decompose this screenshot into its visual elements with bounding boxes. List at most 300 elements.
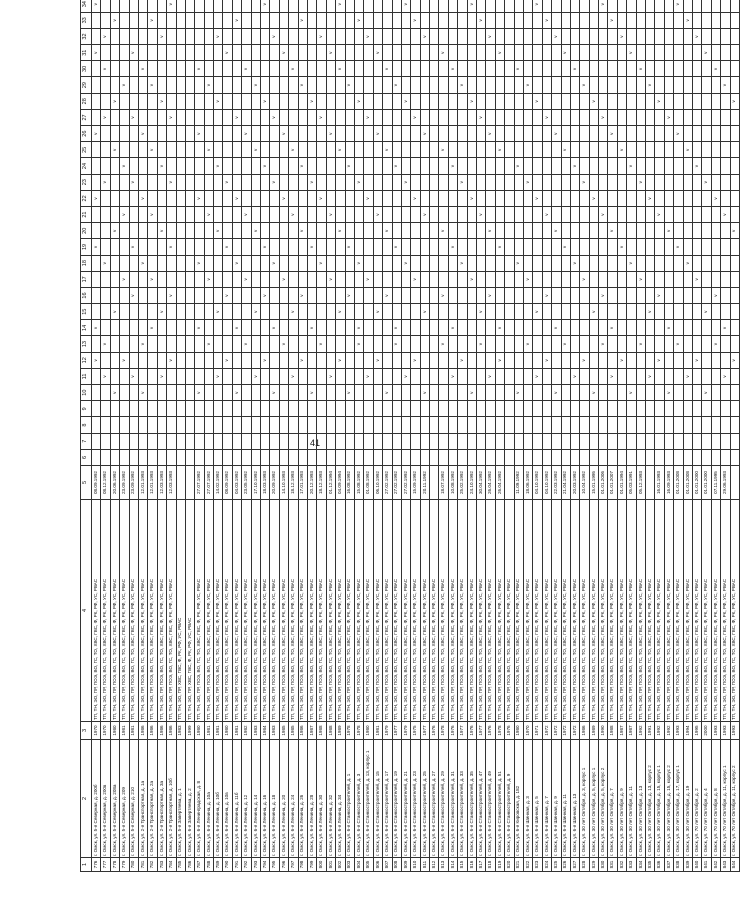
check-mark: v	[232, 255, 241, 271]
table-row	[232, 0, 241, 872]
table-cell	[223, 368, 232, 384]
table-row	[251, 0, 260, 872]
table-cell: г. Омск, ул. 6-я Станкостроителей, д. 47	[477, 740, 486, 858]
table-cell	[655, 28, 664, 44]
check-mark: v	[477, 207, 486, 223]
table-cell: 16.01.1993	[655, 466, 664, 500]
table-cell	[261, 401, 270, 417]
table-row	[430, 0, 439, 872]
table-cell: ТП, ТН, ЭО, ПР, ПОЭ, ВО, ГС, ТО, ХВС, ГВС, Ф, РК, РФ, УС, РВАС	[261, 500, 270, 722]
table-cell	[646, 417, 655, 433]
table-cell	[664, 0, 673, 12]
table-cell	[711, 158, 720, 174]
table-cell	[383, 77, 392, 93]
table-cell	[373, 12, 382, 28]
check-mark: v	[570, 61, 579, 77]
table-cell: г. Омск, ул. 6-я Станкостроителей, д. 3	[354, 740, 363, 858]
table-cell	[580, 239, 589, 255]
table-cell	[326, 352, 335, 368]
table-cell	[420, 77, 429, 93]
table-cell	[345, 61, 354, 77]
table-cell	[298, 174, 307, 190]
check-mark: v	[298, 223, 307, 239]
check-mark: v	[683, 255, 692, 271]
table-cell	[298, 417, 307, 433]
table-cell	[176, 304, 185, 320]
table-cell	[354, 126, 363, 142]
table-cell: 1976	[505, 722, 514, 740]
check-mark: v	[467, 271, 476, 287]
table-cell	[664, 45, 673, 61]
table-cell: ТП, ТН, ЭО, ПР, ПОЭ, ВО, ГС, ТО, ХВС, ГВС, Ф, РК, РФ, УС, РВАС	[561, 500, 570, 722]
table-cell	[495, 304, 504, 320]
table-cell	[533, 401, 542, 417]
table-cell	[242, 142, 251, 158]
table-cell	[430, 385, 439, 401]
table-cell: 1972	[561, 722, 570, 740]
table-cell	[523, 401, 532, 417]
table-cell	[636, 352, 645, 368]
table-cell	[420, 255, 429, 271]
table-cell	[514, 304, 523, 320]
table-cell	[242, 12, 251, 28]
table-cell	[617, 77, 626, 93]
table-cell: ТП, ТН, ЭО, ПР, ПОЭ, ВО, ГС, ТО, ХВС, ГВС, Ф, РК, РФ, УС, РВАС	[486, 500, 495, 722]
table-cell	[599, 93, 608, 109]
table-cell	[420, 0, 429, 12]
table-cell	[664, 336, 673, 352]
table-cell	[261, 77, 270, 93]
table-cell	[401, 223, 410, 239]
table-cell	[383, 190, 392, 206]
table-cell	[185, 126, 194, 142]
table-cell	[505, 336, 514, 352]
check-mark: v	[486, 126, 495, 142]
table-cell	[693, 401, 702, 417]
table-cell	[92, 109, 101, 125]
table-cell	[561, 320, 570, 336]
table-cell	[279, 142, 288, 158]
table-cell	[636, 158, 645, 174]
check-mark: v	[270, 28, 279, 44]
table-cell	[317, 158, 326, 174]
table-cell	[138, 12, 147, 28]
table-cell	[448, 0, 457, 12]
table-cell	[646, 109, 655, 125]
table-cell	[655, 368, 664, 384]
table-cell	[580, 190, 589, 206]
table-cell	[298, 304, 307, 320]
table-cell	[289, 320, 298, 336]
column-header: 23	[81, 174, 92, 190]
table-cell: 844	[730, 858, 739, 872]
table-cell	[185, 28, 194, 44]
table-cell: 803	[345, 858, 354, 872]
table-cell: 826	[561, 858, 570, 872]
check-mark: v	[336, 0, 345, 12]
check-mark: v	[646, 304, 655, 320]
check-mark: v	[486, 28, 495, 44]
table-cell	[129, 93, 138, 109]
table-cell	[552, 304, 561, 320]
table-cell	[204, 352, 213, 368]
table-cell	[523, 12, 532, 28]
table-cell	[270, 223, 279, 239]
check-mark: v	[101, 61, 110, 77]
table-cell	[702, 336, 711, 352]
table-cell	[411, 417, 420, 433]
table-row	[289, 0, 298, 872]
table-cell: 782	[148, 858, 157, 872]
check-mark: v	[627, 255, 636, 271]
table-cell: ТП, ТН, ЭО, ПР, ПОЭ, ВО, ГС, ТО, ХВС, ГВС, Ф, РК, РФ, УС, РВАС	[204, 500, 213, 722]
check-mark: v	[458, 77, 467, 93]
table-cell: г. Омск, ул. 6-я Ленина, д. 24	[289, 740, 298, 858]
table-row	[167, 0, 176, 872]
table-cell	[448, 45, 457, 61]
table-cell	[157, 271, 166, 287]
table-cell	[167, 368, 176, 384]
table-cell	[157, 12, 166, 28]
table-cell	[261, 320, 270, 336]
table-cell	[721, 158, 730, 174]
check-mark: v	[608, 126, 617, 142]
table-cell: 1986	[138, 722, 147, 740]
table-cell	[167, 28, 176, 44]
table-cell: 785	[176, 858, 185, 872]
table-cell: 26.04.1992	[486, 466, 495, 500]
table-cell	[392, 45, 401, 61]
table-cell	[354, 28, 363, 44]
table-cell	[693, 417, 702, 433]
table-cell	[167, 77, 176, 93]
table-cell	[157, 207, 166, 223]
table-cell	[336, 401, 345, 417]
table-cell	[523, 223, 532, 239]
table-cell	[129, 77, 138, 93]
table-cell	[289, 417, 298, 433]
table-cell: 1995	[693, 722, 702, 740]
check-mark: v	[542, 287, 551, 303]
table-cell	[148, 158, 157, 174]
table-cell	[523, 190, 532, 206]
table-cell	[514, 126, 523, 142]
table-cell	[157, 109, 166, 125]
table-cell: 1993	[674, 722, 683, 740]
table-cell	[730, 109, 739, 125]
table-cell	[439, 93, 448, 109]
table-cell	[467, 368, 476, 384]
table-cell	[373, 320, 382, 336]
table-cell	[486, 352, 495, 368]
table-cell	[561, 126, 570, 142]
table-cell	[204, 190, 213, 206]
table-cell	[430, 352, 439, 368]
check-mark: v	[129, 109, 138, 125]
table-cell	[298, 142, 307, 158]
table-cell	[176, 401, 185, 417]
table-cell	[157, 320, 166, 336]
table-cell	[129, 417, 138, 433]
table-cell	[373, 401, 382, 417]
table-cell	[617, 287, 626, 303]
table-cell	[702, 449, 711, 465]
check-mark: v	[110, 385, 119, 401]
table-cell	[120, 28, 129, 44]
table-cell	[279, 352, 288, 368]
table-cell	[655, 174, 664, 190]
table-cell	[674, 433, 683, 449]
table-cell	[345, 401, 354, 417]
table-cell	[636, 449, 645, 465]
table-cell	[232, 207, 241, 223]
check-mark: v	[477, 12, 486, 28]
table-cell	[298, 126, 307, 142]
table-cell: г. Омск, ул. 30 лет Октября, д. 13	[636, 740, 645, 858]
table-cell	[561, 385, 570, 401]
table-cell	[580, 61, 589, 77]
table-cell	[242, 320, 251, 336]
table-cell	[561, 255, 570, 271]
table-cell	[552, 158, 561, 174]
table-cell	[270, 401, 279, 417]
table-cell	[683, 401, 692, 417]
check-mark: v	[599, 207, 608, 223]
table-cell	[730, 304, 739, 320]
table-cell	[138, 0, 147, 12]
table-cell	[364, 158, 373, 174]
table-cell	[383, 126, 392, 142]
table-row	[458, 0, 467, 872]
table-cell	[185, 142, 194, 158]
table-cell: 20.03.1992	[570, 466, 579, 500]
table-cell: 823	[533, 858, 542, 872]
table-cell	[195, 77, 204, 93]
table-cell	[495, 190, 504, 206]
table-cell: г. Омск, ул. 6-я Шинная, д. 11	[561, 740, 570, 858]
table-cell: ТП, ТН, ЭО, ПР, ПОЭ, ВО, ГС, ТО, ХВС, ГВС, Ф, РК, РФ, УС, РВАС	[307, 500, 316, 722]
table-cell	[148, 304, 157, 320]
table-cell: 18.12.1993	[317, 466, 326, 500]
table-cell	[138, 271, 147, 287]
check-mark: v	[214, 158, 223, 174]
table-cell	[721, 433, 730, 449]
table-cell	[542, 126, 551, 142]
table-cell	[223, 28, 232, 44]
table-cell: 1984	[261, 722, 270, 740]
table-cell	[655, 223, 664, 239]
table-cell	[345, 433, 354, 449]
table-cell	[307, 255, 316, 271]
check-mark: v	[392, 320, 401, 336]
check-mark: v	[589, 385, 598, 401]
table-cell	[674, 61, 683, 77]
table-row	[646, 0, 655, 872]
table-cell	[458, 93, 467, 109]
check-mark: v	[646, 190, 655, 206]
check-mark: v	[354, 174, 363, 190]
table-cell: г. Омск, ул. 6-я Ленина, д. 34	[336, 740, 345, 858]
table-cell: 779	[120, 858, 129, 872]
table-cell	[683, 223, 692, 239]
table-cell	[448, 77, 457, 93]
table-cell	[279, 304, 288, 320]
table-cell	[674, 190, 683, 206]
table-row	[185, 0, 194, 872]
table-cell	[326, 223, 335, 239]
table-cell: 1972	[552, 722, 561, 740]
table-row	[176, 0, 185, 872]
column-header: 20	[81, 223, 92, 239]
table-cell	[129, 142, 138, 158]
table-cell	[477, 142, 486, 158]
table-cell: 1986	[148, 722, 157, 740]
table-cell	[354, 142, 363, 158]
table-cell	[214, 12, 223, 28]
check-mark: v	[683, 368, 692, 384]
table-cell: г. Омск, ул. 6-я Станкостроителей, д. 35	[467, 740, 476, 858]
table-cell	[411, 158, 420, 174]
table-cell	[420, 352, 429, 368]
table-row	[702, 0, 711, 872]
table-cell: ТП, ТН, ЭО, ПР, ПОЭ, ВО, ГС, ТО, ХВС, ГВС, Ф, РК, РФ, УС, РВАС	[495, 500, 504, 722]
table-cell	[448, 449, 457, 465]
check-mark: v	[317, 336, 326, 352]
table-cell	[120, 287, 129, 303]
table-cell	[430, 368, 439, 384]
table-cell	[251, 45, 260, 61]
table-cell	[167, 142, 176, 158]
table-cell	[148, 126, 157, 142]
table-cell	[373, 385, 382, 401]
table-cell	[458, 271, 467, 287]
table-cell: 1988	[317, 722, 326, 740]
table-cell	[120, 61, 129, 77]
table-cell	[204, 287, 213, 303]
table-cell	[167, 207, 176, 223]
table-cell	[542, 77, 551, 93]
table-cell	[730, 449, 739, 465]
check-mark: v	[157, 368, 166, 384]
check-mark: v	[664, 385, 673, 401]
table-row	[683, 0, 692, 872]
check-mark: v	[345, 239, 354, 255]
table-cell	[486, 158, 495, 174]
table-cell: 1980	[223, 722, 232, 740]
table-cell	[702, 417, 711, 433]
table-cell: 20.09.1992	[270, 466, 279, 500]
table-cell	[627, 126, 636, 142]
column-header: 13	[81, 336, 92, 352]
table-cell	[279, 12, 288, 28]
table-cell	[148, 433, 157, 449]
table-cell	[185, 109, 194, 125]
table-cell	[627, 0, 636, 12]
check-mark: v	[636, 174, 645, 190]
table-cell	[617, 45, 626, 61]
table-cell: г. Омск, ул. 6-я Станкостроителей, д. 23	[411, 740, 420, 858]
table-cell: 12.01.1993	[138, 466, 147, 500]
table-cell	[279, 61, 288, 77]
table-cell: 806	[373, 858, 382, 872]
check-mark: v	[383, 287, 392, 303]
table-row	[570, 0, 579, 872]
table-cell	[599, 352, 608, 368]
table-cell	[636, 207, 645, 223]
table-cell: 819	[495, 858, 504, 872]
table-cell	[354, 385, 363, 401]
table-cell	[138, 93, 147, 109]
table-cell	[570, 304, 579, 320]
table-cell	[185, 223, 194, 239]
table-cell	[364, 287, 373, 303]
table-cell	[542, 304, 551, 320]
table-cell	[589, 0, 598, 12]
table-cell	[232, 352, 241, 368]
table-cell	[251, 417, 260, 433]
table-cell	[185, 417, 194, 433]
table-cell	[185, 368, 194, 384]
table-cell	[505, 385, 514, 401]
table-cell	[289, 126, 298, 142]
table-cell	[458, 45, 467, 61]
table-cell	[232, 239, 241, 255]
table-cell: ТП, ТН, ЭО, ПР, ПОЭ, ВО, ГС, ТО, ХВС, ГВС, Ф, РК, РФ, УС, РВАС	[608, 500, 617, 722]
column-header: 22	[81, 190, 92, 206]
table-cell	[721, 239, 730, 255]
table-cell	[261, 45, 270, 61]
table-cell	[157, 352, 166, 368]
table-cell	[655, 77, 664, 93]
table-cell	[570, 93, 579, 109]
table-cell	[721, 45, 730, 61]
table-cell	[646, 223, 655, 239]
table-cell	[185, 385, 194, 401]
table-cell	[561, 417, 570, 433]
check-mark: v	[204, 271, 213, 287]
table-cell	[702, 190, 711, 206]
table-cell	[486, 449, 495, 465]
table-cell	[129, 207, 138, 223]
table-cell	[157, 45, 166, 61]
table-cell	[589, 12, 598, 28]
table-cell	[129, 320, 138, 336]
table-cell	[711, 368, 720, 384]
table-cell: г. Омск, ул. 30 лет Октября, д. 9	[617, 740, 626, 858]
table-cell	[120, 385, 129, 401]
table-cell	[401, 287, 410, 303]
table-cell	[167, 61, 176, 77]
table-cell	[721, 336, 730, 352]
table-cell	[523, 320, 532, 336]
table-cell	[702, 142, 711, 158]
table-cell	[448, 401, 457, 417]
check-mark: v	[693, 28, 702, 44]
table-cell: ТП, ТН, ЭО, ПР, ПОЭ, ВО, ГС, ТО, ХВС, ГВС, Ф, РК, РФ, УС, РВАС	[279, 500, 288, 722]
table-cell	[195, 287, 204, 303]
table-cell	[711, 207, 720, 223]
table-cell	[251, 401, 260, 417]
table-cell	[495, 287, 504, 303]
table-cell	[364, 239, 373, 255]
table-cell	[92, 449, 101, 465]
check-mark: v	[307, 93, 316, 109]
table-cell	[589, 207, 598, 223]
table-cell: г. Омск, ул. 70 лет Октября, д. 8	[711, 740, 720, 858]
check-mark: v	[336, 352, 345, 368]
table-cell	[204, 304, 213, 320]
table-cell	[157, 385, 166, 401]
